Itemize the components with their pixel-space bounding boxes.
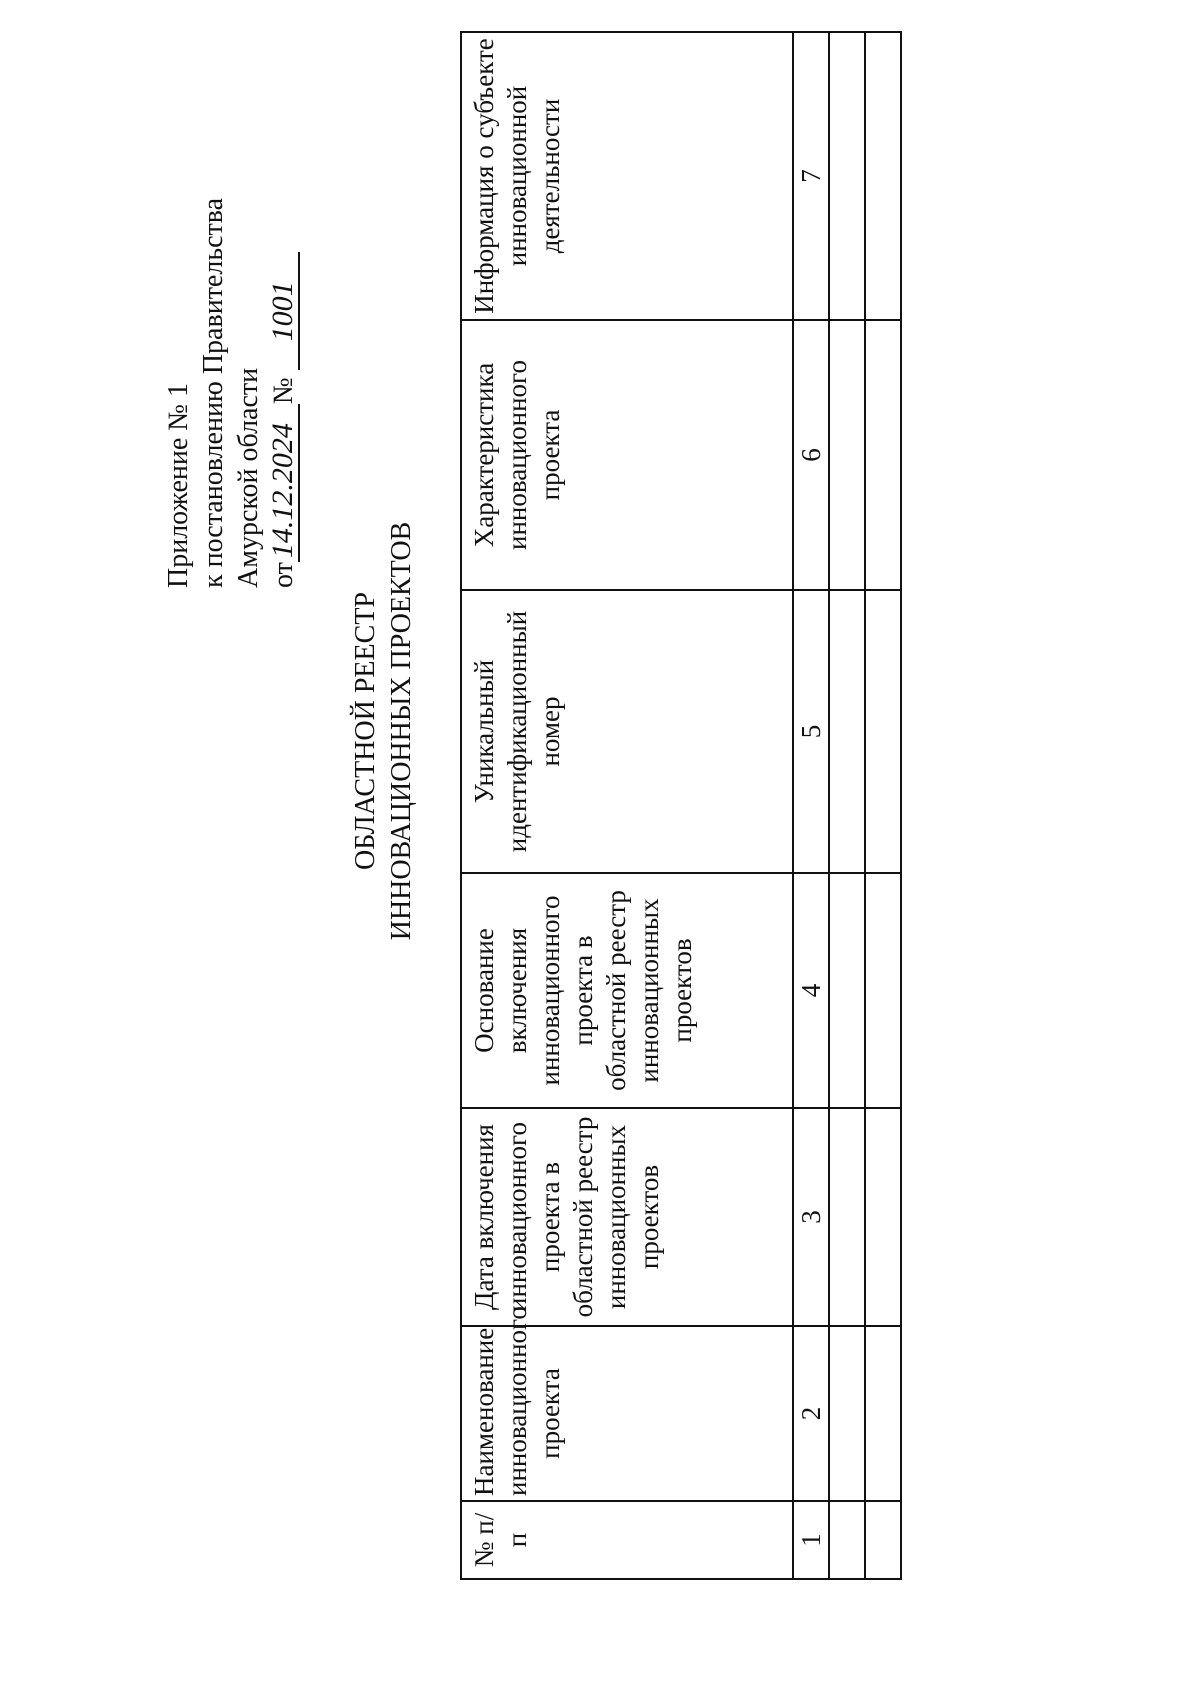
table-header-cell: № п/п [461,1501,793,1579]
handwritten-number: 1001 [268,252,300,370]
table-cell [865,320,901,590]
column-number-cell: 7 [793,32,829,320]
appendix-region: Амурской области [233,367,264,588]
table-header-cell: Основание включения инновационного проекта в областной реестр инновационных проектов [461,873,793,1108]
table-cell [829,590,865,873]
table-cell [829,1326,865,1501]
column-number-cell: 2 [793,1326,829,1501]
table-header-cell: Характеристика инновационного проекта [461,320,793,590]
table-header-cell: Уникальный идентификационный номер [461,590,793,873]
appendix-approval-block [161,88,301,588]
table-cell [865,873,901,1108]
column-number-cell: 4 [793,873,829,1108]
table-cell [829,1501,865,1579]
table-header-cell: Наименование инновационного проекта [461,1326,793,1501]
column-number-cell: 6 [793,320,829,590]
table-cell [829,1108,865,1326]
table-cell [829,873,865,1108]
table-cell [865,1326,901,1501]
table-header-cell: Дата включения инновационного проекта в областной реестр инновационных проектов [461,1108,793,1326]
table-cell [829,32,865,320]
table-cell [865,32,901,320]
table-cell [865,1501,901,1579]
column-number-row [793,32,829,1579]
document-title [348,431,420,1031]
number-sign: № [268,377,299,405]
appendix-resolution-ref: к постановлению Правительства [198,197,229,588]
appendix-number: Приложение № 1 [163,383,194,588]
title-line-1: ОБЛАСТНОЙ РЕЕСТР [350,592,381,870]
table-cell [829,320,865,590]
table-cell [865,1108,901,1326]
column-number-cell: 5 [793,590,829,873]
column-number-cell: 3 [793,1108,829,1326]
column-number-cell: 1 [793,1501,829,1579]
title-line-2: ИННОВАЦИОННЫХ ПРОЕКТОВ [386,521,417,941]
registry-table [460,31,902,1580]
table-row-empty [829,32,865,1579]
table-row-empty [865,32,901,1579]
table-cell [865,590,901,873]
table-header-row [461,32,793,1579]
appendix-date-number-line [266,88,301,588]
table-header-cell: Информация о субъекте инновационной деятельности [461,32,793,320]
handwritten-date: 14.12.2024 [268,404,300,562]
from-prefix: от [268,562,299,588]
